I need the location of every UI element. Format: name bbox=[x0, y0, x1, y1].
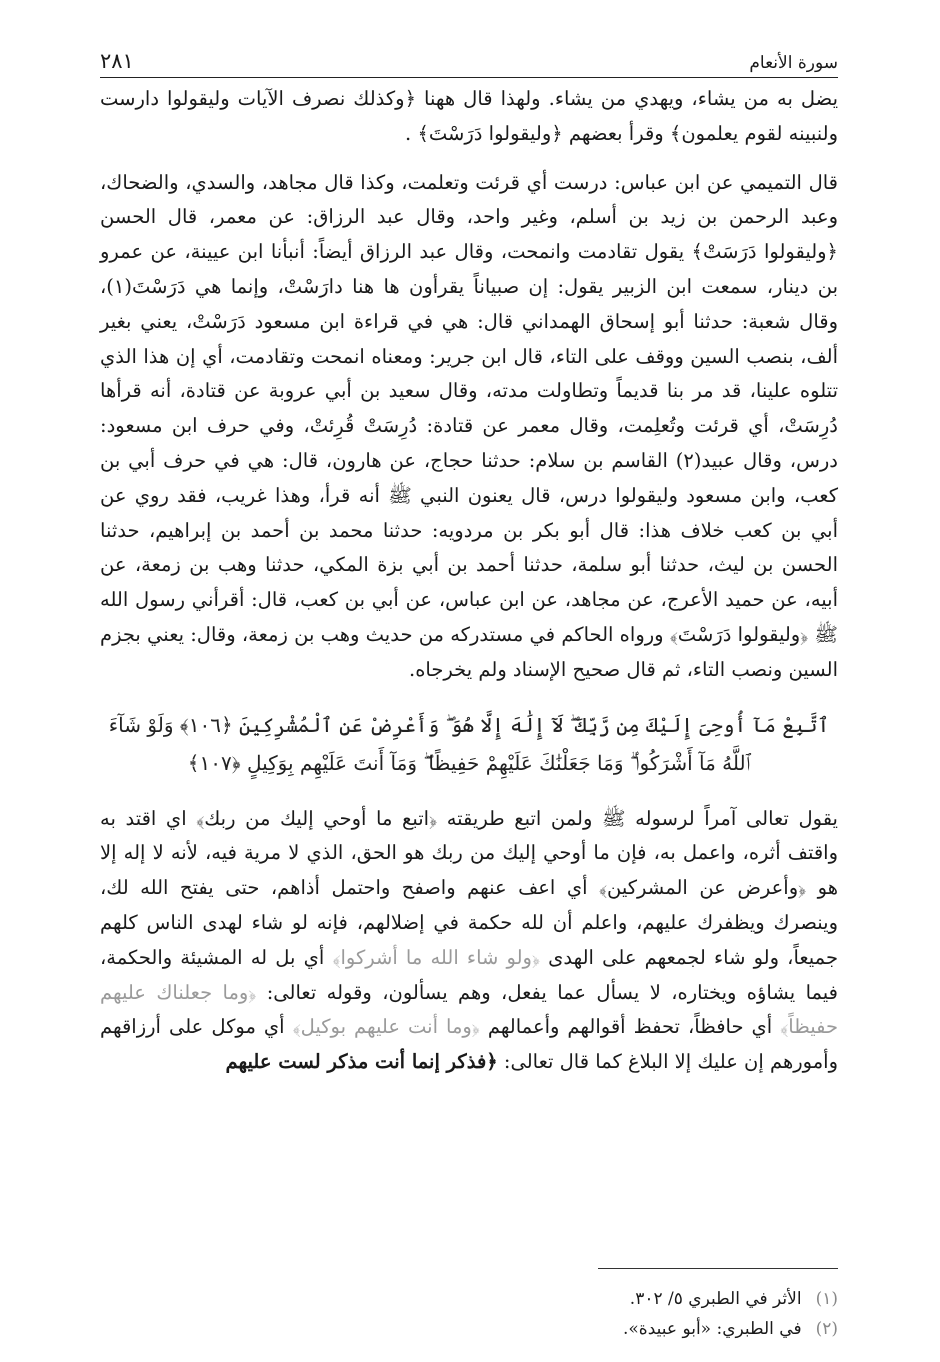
footnote-text: الأثر في الطبري ٥/ ٣٠٢. bbox=[629, 1289, 802, 1309]
paragraph-readings: قال التميمي عن ابن عباس: درست أي قرئت وتعلمت، وكذا قال مجاهد، والسدي، والضحاك، وعبد الرحمن بن زيد بن أسلم، وغير واحد، وقال عبد الرزاق: عن معمر، قال الحسن ﴿وليقولوا دَرَسَتْ﴾ يقول تقادمت وانمحت، وقال عبد الرزاق أيضاً: أنبأنا ابن عيينة، عن عمرو بن دينار، سمعت ابن الزبير يقول: إن صبياناً يقرأون ها هنا دارَسْتْ، وإنما هي دَرَسْتَ(١)، وقال شعبة: حدثنا أبو إسحاق الهمداني قال: هي في قراءة ابن مسعود دَرَسْتْ، يعني بغير ألف، بنصب السين ووقف على التاء، قال ابن جرير: ومعناه انمحت وتقادمت، أي إن هذا الذي تتلوه علينا، قد مر بنا قديماً وتطاولت مدته، وقال سعيد بن أبي عروبة عن قتادة، أنه قرأها دُرِسَتْ، أي قرئت وتُعلِمت، وقال معمر عن قتادة: دُرِسَتْ قُرِئتْ، وفي حرف ابن مسعود: درس، وقال عبيد(٢) القاسم بن سلام: حدثنا حجاج، عن هارون، قال: هي في حرف أبي بن كعب، وابن مسعود وليقولوا درس، قال يعنون النبي ﷺ أنه قرأ، وهذا غريب، فقد روي عن أبي بن كعب خلاف هذا: قال أبو بكر بن مردويه: حدثنا محمد بن أحمد بن إبراهيم، حدثنا الحسن بن ليث، حدثنا أبو سلمة، حدثنا أحمد بن أبي بزة المكي، حدثنا وهب بن زمعة، عن أبيه، عن حميد الأعرج، عن مجاهد، عن ابن عباس، عن أبي بن كعب، قال: أقرأني رسول الله ﷺ ﴿وليقولوا دَرَسْتَ﴾ ورواه الحاكم في مستدركه من حديث وهب بن زمعة، وقال: يعني بجزم السين ونصب التاء، ثم قال صحيح الإسناد ولم يخرجاه. bbox=[100, 170, 838, 681]
tafsir-quote-1: ﴿ولو شاء الله ما أشركوا﴾ bbox=[332, 945, 540, 969]
footnote-text: في الطبري: «أبو عبيدة». bbox=[623, 1319, 802, 1339]
tafsir-text-3: أي حافظاً، تحفظ أقوالهم وأعمالهم bbox=[479, 1015, 781, 1039]
page-number: ٢٨١ bbox=[100, 49, 134, 73]
paragraph-tafsir bbox=[100, 802, 838, 1080]
tafsir-text-4: أي موكل على أرزاقهم وأمورهم إن عليك إلا البلاغ كما قال تعالى: bbox=[100, 1015, 838, 1074]
tafsir-text-1: يقول تعالى آمراً لرسوله ﷺ ولمن اتبع طريقته ﴿اتبع ما أوحي إليك من ربك﴾ اي اقتد به واقتف أثره، واعمل به، فإن ما أوحي إليك من ربك هو الحق، الذي لا مرية فيه، لأنه لا إله إلا هو ﴿وأعرض عن المشركين﴾ أي اعف عنهم واصفح واحتمل أذاهم، حتى يفتح الله لك، وينصرك ويظفرك عليهم، واعلم أن لله حكمة في إضلالهم، فإنه لو شاء لهدى الناس كلهم جميعاً، ولو شاء لجمعهم على الهدى bbox=[100, 806, 839, 969]
footnotes bbox=[100, 1284, 838, 1344]
footnote-item bbox=[100, 1284, 838, 1314]
paragraph-intro: يضل به من يشاء، ويهدي من يشاء. ولهذا قال ههنا ﴿وكذلك نصرف الآيات وليقولوا دارست ولنبينه لقوم يعلمون﴾ وقرأ بعضهم ﴿وليقولوا دَرَسْتَ﴾ . bbox=[100, 87, 838, 145]
tafsir-text-2: أي بل له المشيئة والحكمة، فيما يشاؤه ويختاره، لا يسأل عما يفعل، وهم يسألون، وقوله تعالى: bbox=[100, 945, 838, 1004]
tafsir-quote-3: ﴿وما أنت عليهم بوكيل﴾ bbox=[292, 1015, 480, 1039]
page-body bbox=[100, 82, 838, 1080]
tafsir-quote-2: ﴿وما جعلناك عليهم حفيظاً﴾ bbox=[100, 980, 838, 1039]
page bbox=[100, 40, 838, 1340]
footnote-number: (٢) bbox=[815, 1319, 838, 1339]
footnote-item bbox=[100, 1314, 838, 1344]
page-header bbox=[100, 48, 838, 78]
tafsir-quote-4: ﴿فذكر إنما أنت مذكر لست عليهم bbox=[225, 1050, 498, 1074]
footnote-number: (١) bbox=[815, 1289, 838, 1309]
surah-name: سورة الأنعام bbox=[749, 53, 838, 73]
footnote-divider bbox=[598, 1268, 838, 1269]
quran-verse: ٱتَّبِعْ مَآ أُوحِىَ إِلَيْكَ مِن رَّبِّكَ ۖ لَآ إِلَٰهَ إِلَّا هُوَ ۖ وَأَعْرِضْ عَنِ ٱلْمُشْرِكِينَ ﴿١٠٦﴾ وَلَوْ شَآءَ ٱللَّهُ مَآ أَشْرَكُوا۟ ۗ وَمَا جَعَلْنَٰكَ عَلَيْهِمْ حَفِيظًا ۖ وَمَآ أَنتَ عَلَيْهِم بِوَكِيلٍ ﴿١٠٧﴾ bbox=[108, 712, 830, 775]
